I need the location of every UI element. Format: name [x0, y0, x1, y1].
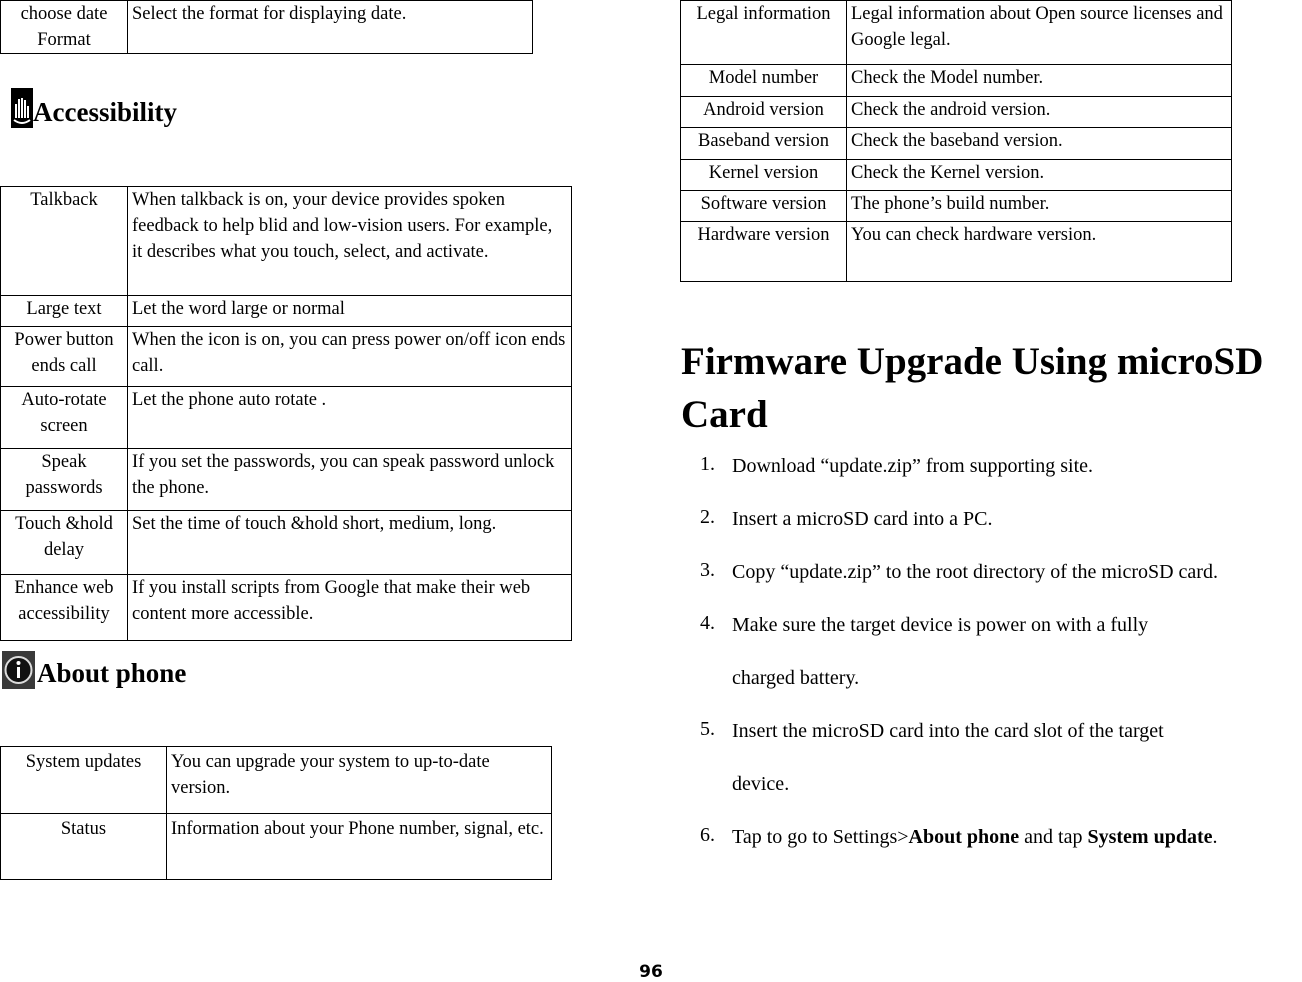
step-number: 2.	[700, 506, 715, 528]
table-row	[1, 575, 572, 641]
step-text-continued: charged battery.	[732, 667, 860, 689]
setting-name: Talkback	[1, 187, 128, 296]
setting-name: Speak passwords	[1, 449, 128, 511]
step-text: Insert a microSD card into a PC.	[732, 508, 993, 530]
setting-description: The phone’s build number.	[847, 191, 1232, 222]
setting-name: Baseband version	[681, 128, 847, 160]
setting-name: Touch &hold delay	[1, 511, 128, 575]
setting-description: Legal information about Open source licenses and Google legal.	[847, 1, 1232, 65]
step-text: Insert the microSD card into the card slot of the target	[732, 720, 1164, 742]
setting-description: If you set the passwords, you can speak password unlock the phone.	[128, 449, 572, 511]
step-text-continued: device.	[732, 773, 790, 795]
step-text	[732, 824, 1302, 877]
setting-description: You can upgrade your system to up-to-date version.	[167, 747, 552, 814]
table-row	[681, 128, 1232, 160]
setting-description: Check the baseband version.	[847, 128, 1232, 160]
setting-name: choose date Format	[1, 1, 128, 54]
setting-name: Power button ends call	[1, 327, 128, 387]
firmware-heading: Firmware Upgrade Using microSD Card	[681, 340, 1264, 436]
table-row	[1, 187, 572, 296]
step-number: 1.	[700, 453, 715, 475]
setting-name: Status	[1, 814, 167, 880]
setting-description: Check the Kernel version.	[847, 160, 1232, 191]
setting-name: Kernel version	[681, 160, 847, 191]
setting-description: If you install scripts from Google that make their web content more accessible.	[128, 575, 572, 641]
section-title: Accessibility	[33, 97, 177, 127]
about-phone-continued-table	[680, 0, 1232, 282]
date-format-table	[0, 0, 533, 54]
firmware-steps	[700, 453, 1302, 877]
setting-description: Check the android version.	[847, 97, 1232, 128]
step-number: 6.	[700, 824, 715, 846]
setting-name: Model number	[681, 65, 847, 97]
step-text: Download “update.zip” from supporting site.	[732, 455, 1094, 477]
list-item	[700, 612, 1302, 718]
table-row	[1, 296, 572, 327]
table-row	[681, 222, 1232, 282]
about-phone-table	[0, 746, 552, 880]
table-row	[1, 814, 552, 880]
table-row	[1, 327, 572, 387]
setting-description: Check the Model number.	[847, 65, 1232, 97]
step-number: 4.	[700, 612, 715, 634]
step-text: Make sure the target device is power on with a fully	[732, 614, 1149, 636]
setting-name: Android version	[681, 97, 847, 128]
setting-description: Set the time of touch &hold short, medium, long.	[128, 511, 572, 575]
setting-description: You can check hardware version.	[847, 222, 1232, 282]
setting-description: Select the format for displaying date.	[128, 1, 533, 54]
table-row	[681, 160, 1232, 191]
table-row	[681, 97, 1232, 128]
setting-description: When talkback is on, your device provides spoken feedback to help blid and low-vision users. For example, it describes what you touch, select, and activate.	[128, 187, 572, 296]
step-text-part: and tap	[1019, 826, 1088, 848]
setting-name: Enhance web accessibility	[1, 575, 128, 641]
page-number: 96	[639, 962, 663, 982]
list-item	[700, 559, 1302, 612]
info-icon	[2, 651, 35, 689]
table-row	[1, 511, 572, 575]
list-item	[700, 453, 1302, 506]
setting-description: Let the word large or normal	[128, 296, 572, 327]
setting-name: Legal information	[681, 1, 847, 65]
accessibility-table	[0, 186, 572, 641]
setting-name: Auto-rotate screen	[1, 387, 128, 449]
table-row	[681, 191, 1232, 222]
table-row	[1, 449, 572, 511]
section-title: About phone	[37, 658, 187, 688]
setting-description: Let the phone auto rotate .	[128, 387, 572, 449]
step-text: Copy “update.zip” to the root directory of the microSD card.	[732, 561, 1218, 583]
hand-icon	[11, 88, 33, 128]
step-text-part: Tap to go to Settings>	[732, 826, 909, 848]
system-update-label: System update	[1087, 826, 1213, 848]
accessibility-heading	[11, 83, 177, 128]
setting-description: Information about your Phone number, signal, etc.	[167, 814, 552, 880]
step-number: 5.	[700, 718, 715, 740]
setting-name: System updates	[1, 747, 167, 814]
table-row	[1, 747, 552, 814]
list-item	[700, 824, 1302, 877]
list-item	[700, 718, 1302, 824]
step-number: 3.	[700, 559, 715, 581]
table-row	[681, 65, 1232, 97]
table-row	[1, 1, 533, 54]
table-row	[681, 1, 1232, 65]
list-item	[700, 506, 1302, 559]
about-phone-heading	[2, 642, 186, 689]
setting-name: Hardware version	[681, 222, 847, 282]
setting-name: Large text	[1, 296, 128, 327]
step-text-part: .	[1212, 826, 1218, 848]
setting-description: When the icon is on, you can press power on/off icon ends call.	[128, 327, 572, 387]
about-phone-label: About phone	[908, 826, 1020, 848]
setting-name: Software version	[681, 191, 847, 222]
table-row	[1, 387, 572, 449]
